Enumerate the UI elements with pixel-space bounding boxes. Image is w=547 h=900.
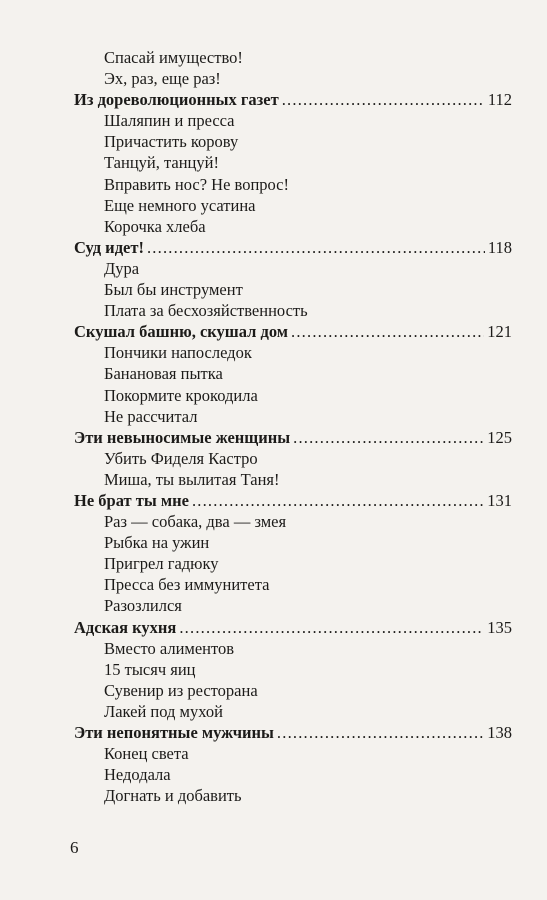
dot-leader <box>277 722 484 743</box>
toc-entry: Лакей под мухой <box>104 701 223 721</box>
toc-entry: Конец света <box>104 744 189 764</box>
toc-entry: Спасай имущество! <box>104 48 243 67</box>
section-title: Из дореволюционных газет <box>74 90 279 110</box>
toc-entry: Покормите крокодила <box>104 385 258 405</box>
table-of-contents <box>74 47 512 806</box>
section-title: Адская кухня <box>74 617 177 637</box>
section-page-number: 112 <box>487 90 512 110</box>
toc-entry: Пончики напоследок <box>104 343 252 363</box>
section-title: Не брат ты мне <box>74 490 189 510</box>
toc-entry: Убить Фиделя Кастро <box>104 448 258 468</box>
toc-entry: Плата за бесхозяйственность <box>104 301 308 321</box>
toc-entry: Недодала <box>104 765 171 785</box>
dot-leader <box>147 237 485 258</box>
toc-entry: Раз — собака, два — змея <box>104 512 287 532</box>
section-page-number: 121 <box>487 322 512 342</box>
toc-entry: Шаляпин и пресса <box>104 111 235 131</box>
dot-leader <box>192 490 484 511</box>
toc-entry: Был бы инструмент <box>104 280 243 300</box>
toc-entry: Корочка хлеба <box>104 216 206 236</box>
toc-entry: 15 тысяч яиц <box>104 659 196 679</box>
toc-entry: Сувенир из ресторана <box>104 680 258 700</box>
toc-section-heading <box>74 321 512 342</box>
toc-section-heading <box>74 89 512 110</box>
toc-entry: Дура <box>104 258 140 278</box>
section-page-number: 125 <box>487 427 512 447</box>
toc-entry: Танцуй, танцуй! <box>104 153 219 173</box>
toc-entry: Разозлился <box>104 596 182 616</box>
toc-section-heading <box>74 237 512 258</box>
toc-entry: Банановая пытка <box>104 364 223 384</box>
dot-leader <box>291 321 484 342</box>
toc-entry: Догнать и добавить <box>104 786 242 806</box>
section-page-number: 131 <box>487 490 512 510</box>
section-title: Скушал башню, скушал дом <box>74 322 289 342</box>
toc-entry: Вправить нос? Не вопрос! <box>104 174 290 194</box>
toc-entry: Еще немного усатина <box>104 195 256 215</box>
toc-entry: Причастить корову <box>104 132 239 152</box>
dot-leader <box>179 617 484 638</box>
section-page-number: 135 <box>487 617 512 637</box>
toc-section-heading <box>74 490 512 511</box>
section-title: Эти непонятные мужчины <box>74 723 274 742</box>
toc-section-heading <box>74 722 512 743</box>
dot-leader <box>282 89 485 110</box>
toc-entry: Пригрел гадюку <box>104 554 219 574</box>
dot-leader <box>293 427 484 448</box>
toc-entry: Пресса без иммунитета <box>104 575 270 595</box>
section-page-number: 138 <box>487 723 512 742</box>
section-title: Эти невыносимые женщины <box>74 427 291 447</box>
toc-section-heading <box>74 617 512 638</box>
toc-entry: Вместо алиментов <box>104 638 235 658</box>
toc-section-heading <box>74 427 512 448</box>
section-title: Суд идет! <box>74 237 144 257</box>
page-number: 6 <box>70 838 79 857</box>
toc-entry: Рыбка на ужин <box>104 533 210 553</box>
toc-entry: Миша, ты вылитая Таня! <box>104 469 280 489</box>
section-page-number: 118 <box>487 237 512 257</box>
toc-entry: Эх, раз, еще раз! <box>104 69 221 89</box>
toc-entry: Не рассчитал <box>104 406 198 426</box>
